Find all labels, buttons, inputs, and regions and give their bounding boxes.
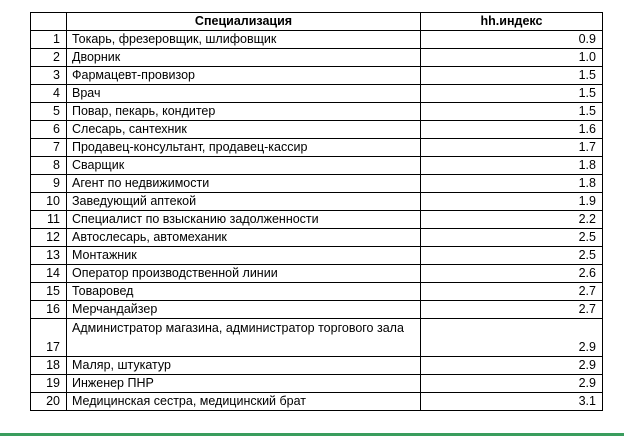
specialization-cell: Маляр, штукатур	[67, 357, 421, 375]
row-number: 3	[31, 67, 67, 85]
row-number: 10	[31, 193, 67, 211]
table-row	[31, 265, 603, 283]
index-value-cell: 1.7	[421, 139, 603, 157]
index-value-cell: 1.5	[421, 67, 603, 85]
table-row	[31, 229, 603, 247]
index-value-cell: 2.9	[421, 375, 603, 393]
index-value-cell: 1.9	[421, 193, 603, 211]
index-value-cell: 2.7	[421, 301, 603, 319]
row-number: 9	[31, 175, 67, 193]
table-row	[31, 49, 603, 67]
table-row	[31, 393, 603, 411]
specialization-cell: Товаровед	[67, 283, 421, 301]
row-number: 5	[31, 103, 67, 121]
row-number: 1	[31, 31, 67, 49]
table-row	[31, 319, 603, 357]
row-number: 4	[31, 85, 67, 103]
row-number: 11	[31, 211, 67, 229]
table-row	[31, 247, 603, 265]
row-number: 12	[31, 229, 67, 247]
specialization-cell: Повар, пекарь, кондитер	[67, 103, 421, 121]
row-number: 7	[31, 139, 67, 157]
index-value-cell: 1.6	[421, 121, 603, 139]
index-value-cell: 1.8	[421, 157, 603, 175]
table-row	[31, 85, 603, 103]
table-body	[31, 31, 603, 411]
specialization-cell: Сварщик	[67, 157, 421, 175]
specialization-cell: Токарь, фрезеровщик, шлифовщик	[67, 31, 421, 49]
row-number: 19	[31, 375, 67, 393]
specialization-cell: Фармацевт-провизор	[67, 67, 421, 85]
specialization-cell: Монтажник	[67, 247, 421, 265]
row-number: 14	[31, 265, 67, 283]
specialization-cell: Дворник	[67, 49, 421, 67]
table-row	[31, 283, 603, 301]
specialization-cell: Автослесарь, автомеханик	[67, 229, 421, 247]
specialization-cell: Врач	[67, 85, 421, 103]
row-number: 6	[31, 121, 67, 139]
specialization-cell: Заведующий аптекой	[67, 193, 421, 211]
table-row	[31, 357, 603, 375]
index-value-cell: 2.5	[421, 247, 603, 265]
specialization-cell: Инженер ПНР	[67, 375, 421, 393]
table-row	[31, 67, 603, 85]
index-value-cell: 0.9	[421, 31, 603, 49]
row-number: 2	[31, 49, 67, 67]
index-value-cell: 2.9	[421, 319, 603, 357]
row-number: 16	[31, 301, 67, 319]
index-value-cell: 2.2	[421, 211, 603, 229]
row-number: 17	[31, 319, 67, 357]
specialization-cell: Администратор магазина, администратор торгового зала	[67, 319, 421, 357]
header-num	[31, 13, 67, 31]
table-row	[31, 139, 603, 157]
index-value-cell: 1.5	[421, 85, 603, 103]
specialization-cell: Слесарь, сантехник	[67, 121, 421, 139]
row-number: 18	[31, 357, 67, 375]
row-number: 8	[31, 157, 67, 175]
table-row	[31, 175, 603, 193]
table-row	[31, 301, 603, 319]
table-row	[31, 31, 603, 49]
row-number: 20	[31, 393, 67, 411]
table-row	[31, 211, 603, 229]
index-value-cell: 3.1	[421, 393, 603, 411]
specialization-cell: Продавец-консультант, продавец-кассир	[67, 139, 421, 157]
index-value-cell: 2.9	[421, 357, 603, 375]
index-value-cell: 2.5	[421, 229, 603, 247]
header-index: hh.индекс	[421, 13, 603, 31]
table-row	[31, 121, 603, 139]
specialization-cell: Специалист по взысканию задолженности	[67, 211, 421, 229]
specialization-cell: Оператор производственной линии	[67, 265, 421, 283]
specialization-cell: Медицинская сестра, медицинский брат	[67, 393, 421, 411]
index-value-cell: 1.0	[421, 49, 603, 67]
row-number: 13	[31, 247, 67, 265]
header-specialization: Специализация	[67, 13, 421, 31]
table-row	[31, 103, 603, 121]
table-row	[31, 375, 603, 393]
specialization-cell: Агент по недвижимости	[67, 175, 421, 193]
specialization-index-table	[30, 12, 603, 411]
specialization-cell: Мерчандайзер	[67, 301, 421, 319]
index-value-cell: 1.8	[421, 175, 603, 193]
index-value-cell: 2.7	[421, 283, 603, 301]
table-row	[31, 193, 603, 211]
row-number: 15	[31, 283, 67, 301]
table-row	[31, 157, 603, 175]
header-row	[31, 13, 603, 31]
index-value-cell: 1.5	[421, 103, 603, 121]
index-value-cell: 2.6	[421, 265, 603, 283]
